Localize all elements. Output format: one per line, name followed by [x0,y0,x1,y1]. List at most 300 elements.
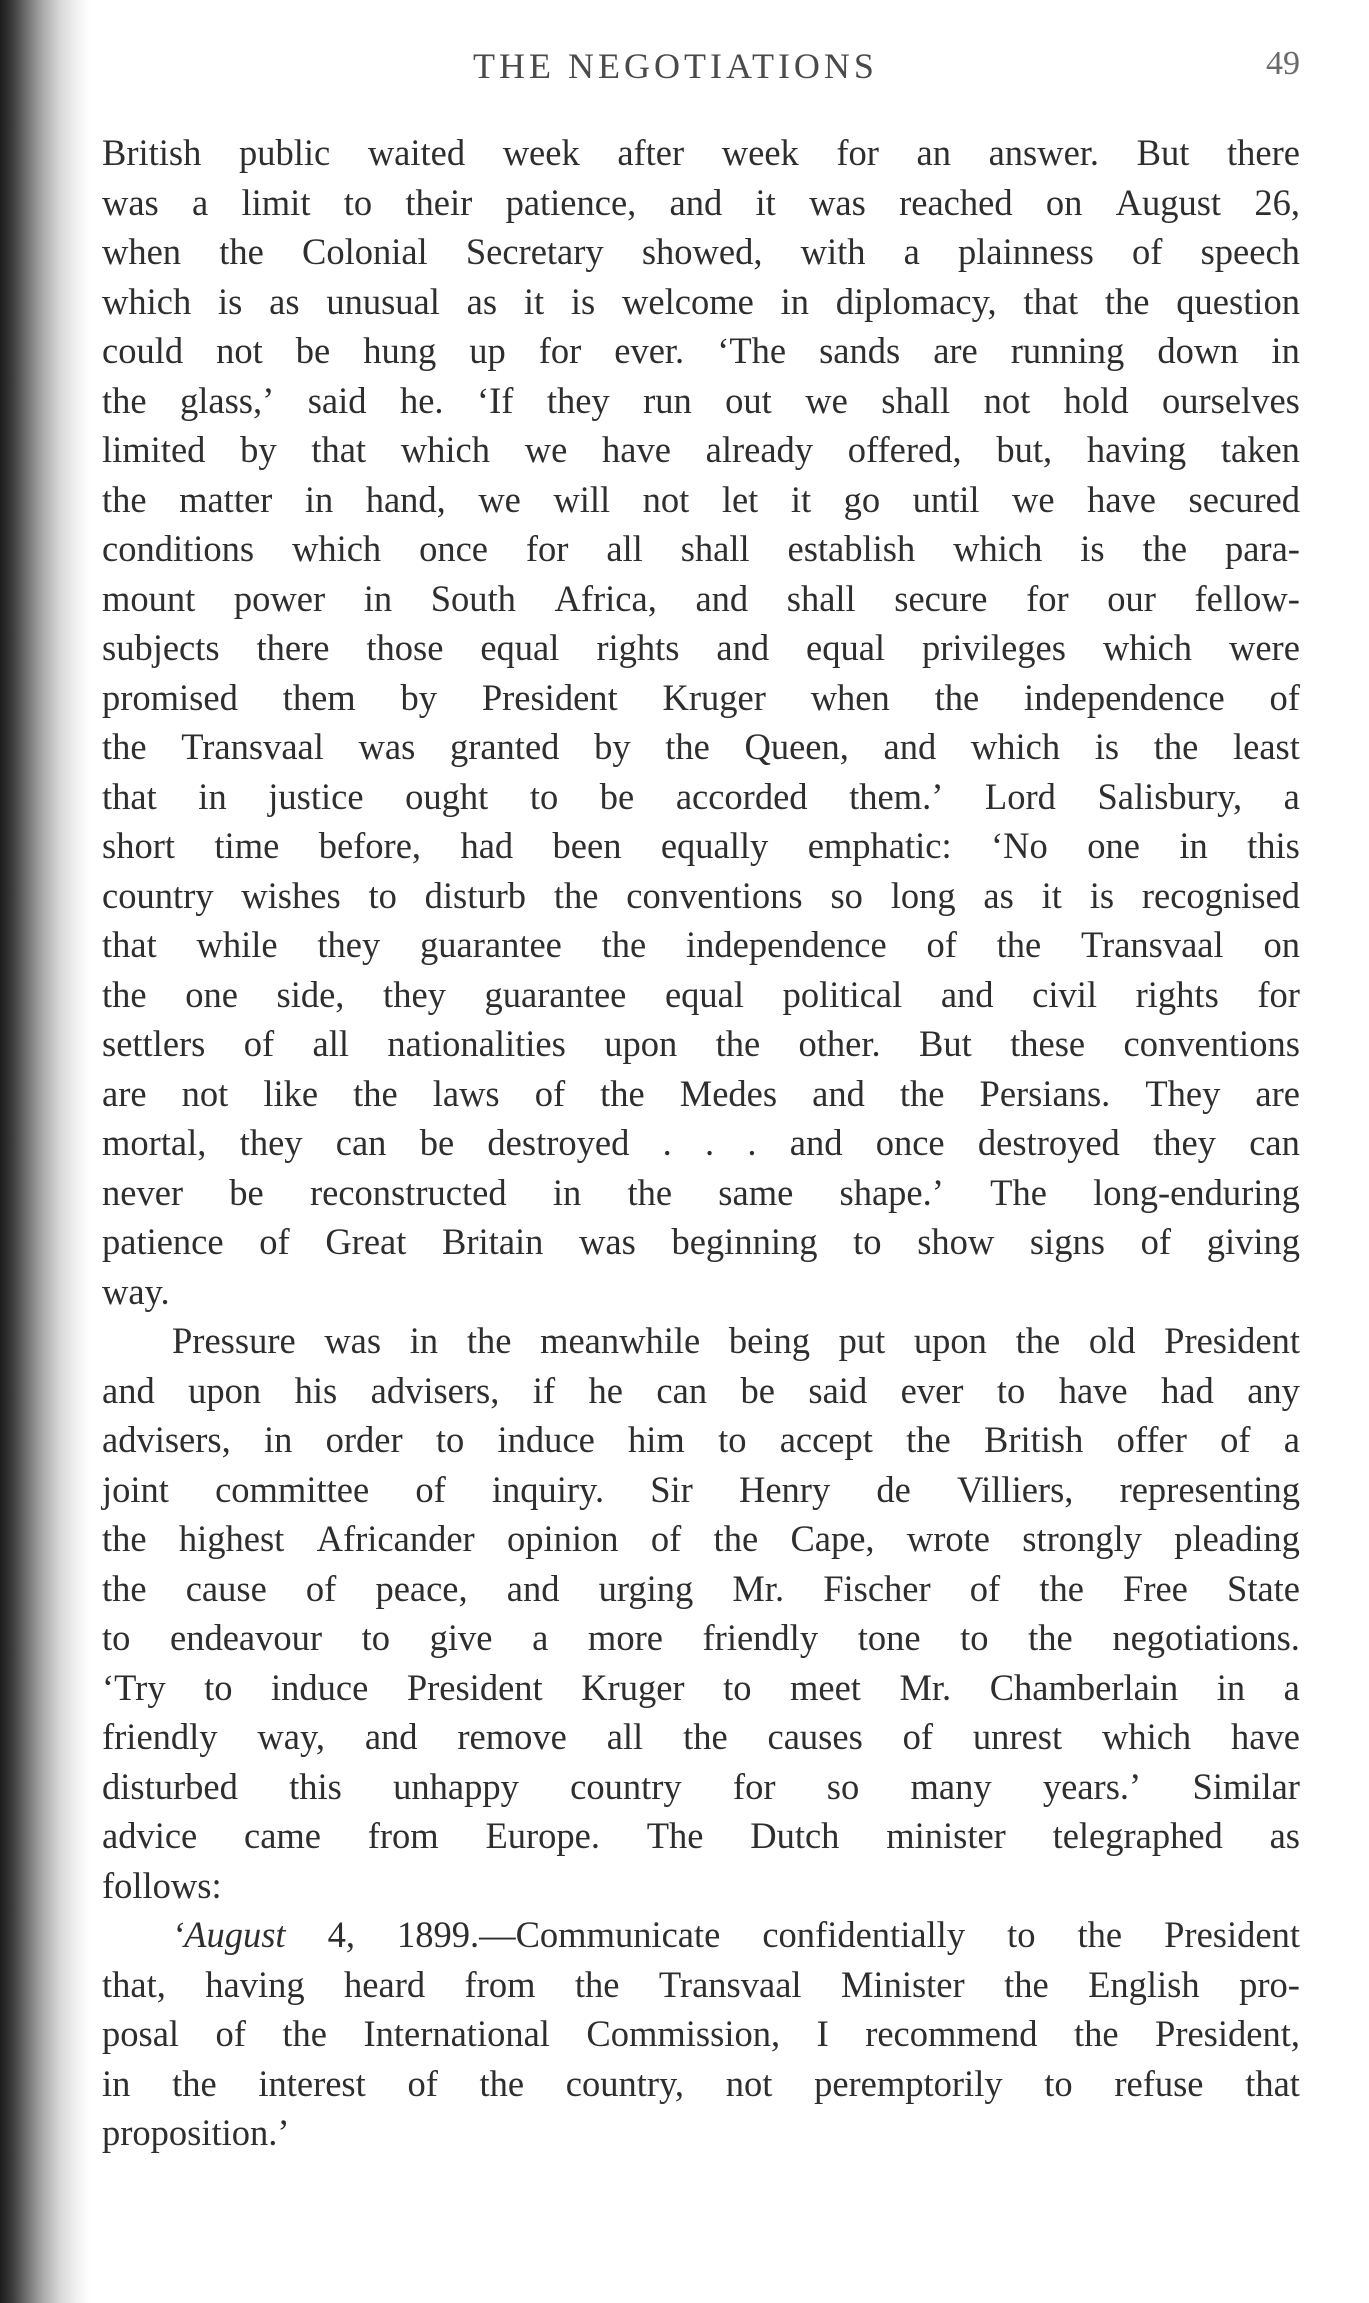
word: joint [102,1468,169,1510]
word: ‘Try [102,1666,166,1708]
word: as [466,280,498,322]
text-line [102,277,1300,327]
word: independence [1024,676,1225,718]
word: justice [268,775,364,817]
text-line [102,475,1300,525]
word: Henry [739,1468,831,1510]
word: independence [686,924,887,965]
word: the [574,1963,620,2005]
text-line [102,673,1300,723]
word: ought [405,775,489,817]
word: The [990,1171,1047,1213]
word: the [600,1072,645,1114]
word: years.’ [1042,1765,1142,1807]
word: pro- [1239,1963,1300,2005]
word: an [916,132,951,173]
word: can [656,1369,708,1411]
word: order [325,1419,403,1460]
word: put [838,1320,886,1361]
word: the [1015,1320,1061,1361]
word: one [1087,825,1140,866]
word: long-enduring [1093,1171,1300,1213]
word: a [903,231,920,272]
word: his [294,1369,338,1411]
word: . [662,1122,672,1163]
word: week [721,132,799,173]
word: Transvaal [1081,924,1224,965]
word: destroyed [977,1122,1120,1163]
word: Kruger [662,676,766,718]
text-line [102,722,1300,772]
word: of [1220,1419,1251,1460]
word: by [240,429,277,470]
word: while [196,924,278,965]
text-line [102,227,1300,277]
word: were [1228,627,1300,668]
text-line [102,1465,1300,1515]
word: unusual [326,280,440,322]
word: but, [996,429,1053,470]
word: friendly [102,1716,218,1757]
word: friendly [702,1617,819,1658]
word: minister [886,1815,1006,1856]
word: them.’ [849,775,944,817]
word: endeavour [170,1617,323,1658]
word: laws [432,1072,500,1114]
word: when [810,676,890,718]
word: way. [102,1270,170,1312]
word: British [983,1419,1084,1460]
word: upon [913,1320,987,1361]
word: upon [604,1023,678,1064]
text-line [102,1762,1300,1812]
word: in [1179,825,1208,866]
word: ‘No [991,825,1048,866]
word: in [198,775,227,817]
word: Britain [442,1221,544,1262]
text-line [102,1663,1300,1713]
word: of [1140,1221,1172,1262]
word: which [102,280,192,322]
word: that [1245,2062,1300,2104]
word: glass,’ [180,379,275,421]
word: secured [1188,478,1300,520]
word: refuse [1114,2062,1204,2104]
word: been [552,825,622,866]
text-line [102,871,1300,921]
word: a [1283,775,1300,817]
word: the [282,2013,327,2054]
word: the [665,726,710,767]
word: to [996,1369,1026,1411]
word: so [826,1765,860,1807]
word: and [695,577,749,619]
word: those [366,627,444,668]
word: the [906,1419,951,1460]
word: remove [457,1716,567,1757]
word: answer. [988,132,1100,173]
word: had [460,825,514,866]
text-line-quote-end [102,2108,1300,2158]
word: disturb [424,874,527,916]
text-line-paragraph-start [102,1316,1300,1366]
word: committee [215,1468,370,1510]
word: Mr. [899,1666,952,1708]
word: as [983,874,1014,916]
word: causes [767,1716,863,1757]
word: tone [857,1617,921,1658]
word: side, [276,973,345,1015]
word: more [587,1617,663,1658]
word: the [1073,2013,1119,2054]
word: had [1161,1369,1214,1411]
word: on [1045,181,1083,223]
word: the [601,924,647,965]
text-line [102,574,1300,624]
word: way, [257,1716,325,1757]
word: long [890,874,956,916]
word: is [570,280,596,322]
word: having [205,1963,305,2005]
word: speech [1200,231,1300,272]
word: to [204,1666,233,1708]
word: Great [325,1221,407,1262]
word: cause [185,1567,267,1609]
word: of [259,1221,290,1262]
word: was [324,1320,382,1361]
word: have [1087,478,1157,520]
word: give [429,1617,493,1658]
word: for [538,330,582,371]
word: to [529,775,559,817]
text-line [102,1415,1300,1465]
word: and [789,1122,843,1163]
word: power [233,577,326,619]
word: 26, [1254,181,1300,223]
word: from [367,1815,439,1856]
word: they [383,973,446,1015]
word: for [525,528,569,569]
word: are [102,1072,147,1114]
word: for [836,132,879,173]
word: have [1231,1716,1300,1757]
word: after [617,132,685,173]
word: that [102,924,157,965]
text-line [102,1118,1300,1168]
word: all [606,528,643,569]
word: not [983,379,1031,421]
word: and [883,726,937,767]
word: to [435,1419,465,1460]
text-line [102,2059,1300,2109]
word: peremptorily [814,2062,1003,2104]
word: shape.’ [839,1171,944,1213]
word: rights [1135,973,1219,1015]
word: the [102,1518,147,1559]
word: shall [680,528,750,569]
word: and [506,1567,560,1609]
word: they [239,1122,303,1163]
word: to [853,1221,882,1262]
word: . [704,1122,715,1163]
word: the [713,1518,759,1559]
word: we [805,379,848,421]
word: meet [790,1666,861,1708]
word: country, [565,2062,685,2104]
word: can [335,1122,387,1163]
word: strongly [1022,1518,1142,1559]
page-number: 49 [1266,45,1300,82]
word: to [368,874,397,916]
word: down [1157,330,1239,371]
word: conditions [102,528,255,569]
word: we [1012,478,1055,520]
word: once [875,1122,945,1163]
word: other. [798,1023,881,1064]
word: not [181,1072,229,1114]
word: was [358,726,416,767]
word: the [996,924,1042,965]
word: of [534,1072,566,1114]
word: equally [660,825,769,866]
word: 4, [327,1914,355,1955]
word: August [1115,181,1222,223]
word: Chamberlain [989,1666,1179,1708]
word: The [646,1815,704,1856]
text-line [102,1712,1300,1762]
word: of [215,2013,246,2054]
word: opinion [507,1518,619,1559]
word: is [1080,528,1105,569]
word: promised [102,676,238,718]
word: ourselves [1162,379,1300,421]
word: the [1004,1963,1049,2005]
word: with [800,231,866,272]
word: Secretary [465,231,604,272]
word: posal [102,2013,180,2054]
word: is [1089,874,1115,916]
word: be [419,1122,455,1163]
word: being [728,1320,810,1361]
text-line-quote-start [102,1910,1300,1960]
word: go [843,478,881,520]
word: But [1136,132,1190,173]
word: came [244,1815,321,1856]
word: in [780,280,809,322]
word: which [1102,627,1193,668]
word: taken [1220,429,1300,470]
word: inquiry. [491,1468,605,1510]
word: giving [1206,1221,1300,1262]
word: show [917,1221,995,1262]
word: Lord [984,775,1056,817]
word: patience [102,1221,224,1262]
text-line [102,920,1300,970]
word: was [102,181,159,223]
word: never [102,1171,184,1213]
word: out [725,379,772,421]
word: that [102,775,157,817]
word: they [546,379,610,421]
text-line [102,326,1300,376]
word: Africa, [554,577,657,619]
word: it [1041,874,1062,916]
word: disturbed [102,1765,238,1807]
word: the [715,1023,761,1064]
word: that [311,429,367,470]
word: President [1164,1914,1300,1955]
word: wishes [241,874,341,916]
word: Villiers, [956,1468,1074,1510]
word: if [532,1369,556,1411]
word: They [1145,1072,1221,1114]
word: ‘The [717,330,787,371]
word: can [1249,1122,1300,1163]
word: International [363,2013,550,2054]
word: accorded [675,775,808,817]
word: time [214,825,280,866]
word: up [469,330,506,371]
word: to [343,181,373,223]
word: the [1039,1567,1084,1609]
word: advice [102,1815,198,1856]
word: President, [1155,2013,1300,2054]
word: Dutch [750,1815,840,1856]
word: old [1088,1320,1136,1361]
word: I [816,2013,829,2054]
text-line [102,1514,1300,1564]
word: public [238,132,331,173]
word: their [405,181,473,223]
text-line [102,178,1300,228]
word: the [1077,1914,1123,1955]
word: him [628,1419,685,1460]
word: unrest [972,1716,1063,1757]
word: President [406,1666,543,1708]
word: Fischer [823,1567,931,1609]
word: all [312,1023,350,1064]
word: in [304,478,334,520]
word: in [363,577,393,619]
word: a [1283,1419,1300,1460]
word: it [755,181,776,223]
text-line [102,1960,1300,2010]
word: settlers [102,1023,206,1064]
word: could [102,330,184,371]
word: short [102,825,175,866]
word: Salisbury, [1097,775,1243,817]
word: induce [271,1666,369,1708]
word: country [570,1765,682,1807]
word: a [192,181,209,223]
word: which [291,528,382,569]
word: said [307,379,367,421]
word: interest [258,2062,366,2104]
word: it [790,478,812,520]
word: the [1153,726,1199,767]
word: the [1028,1617,1073,1658]
word: like [263,1072,319,1114]
text-line [102,1811,1300,1861]
word: reached [899,181,1013,223]
word: not [216,330,263,371]
word: equal [664,973,745,1015]
word: Persians. [979,1072,1111,1114]
word: be [740,1369,775,1411]
text-line [102,128,1300,178]
word: of [415,1468,446,1510]
word: Kruger [581,1666,685,1708]
word: conventions [626,874,803,916]
word: equal [480,627,560,668]
word: it [523,280,545,322]
word: reconstructed [309,1171,507,1213]
word: and [940,973,994,1015]
word: wrote [906,1518,990,1559]
running-title: THE NEGOTIATIONS [473,46,878,86]
word: induce [497,1419,595,1460]
word: one [185,973,238,1015]
word: them [282,676,356,718]
word: offer [1116,1419,1187,1460]
word: question [1176,280,1300,322]
word: signs [1029,1221,1105,1262]
word: the [102,1567,147,1609]
word: sands [819,330,901,371]
word: hung [363,330,437,371]
text-line [102,1366,1300,1416]
body-text [102,128,1300,2158]
word: telegraphed [1052,1815,1223,1856]
text-line [102,376,1300,426]
word: urging [598,1567,694,1609]
word: limit [241,181,311,223]
word: the [1142,528,1188,569]
word: as [1269,1815,1300,1856]
word: the [219,231,264,272]
word: let [721,478,759,520]
word: upon [188,1369,262,1411]
word: plainness [958,231,1094,272]
word: President [1164,1320,1300,1361]
word: diplomacy, [835,280,997,322]
word: Free [1123,1567,1188,1609]
word: shall [786,577,856,619]
word: Colonial [301,231,428,272]
word: which [400,429,490,470]
word: fellow- [1194,577,1300,619]
word: that, [102,1963,166,2005]
word: Africander [316,1518,475,1559]
word: English [1088,1963,1200,2005]
word: they [1153,1122,1216,1163]
word: there [1227,132,1300,173]
word: many [910,1765,992,1807]
text-line [102,2009,1300,2059]
word: establish [787,528,916,569]
word: he [588,1369,623,1411]
word: not [642,478,690,520]
word: is [217,280,243,322]
word: Cape, [790,1518,875,1559]
word: these [1010,1023,1086,1064]
word: so [830,874,863,916]
word: hold [1063,379,1129,421]
word: same [718,1171,794,1213]
word: as [269,280,300,322]
word: Commission, [586,2013,781,2054]
word: the [479,2062,525,2104]
